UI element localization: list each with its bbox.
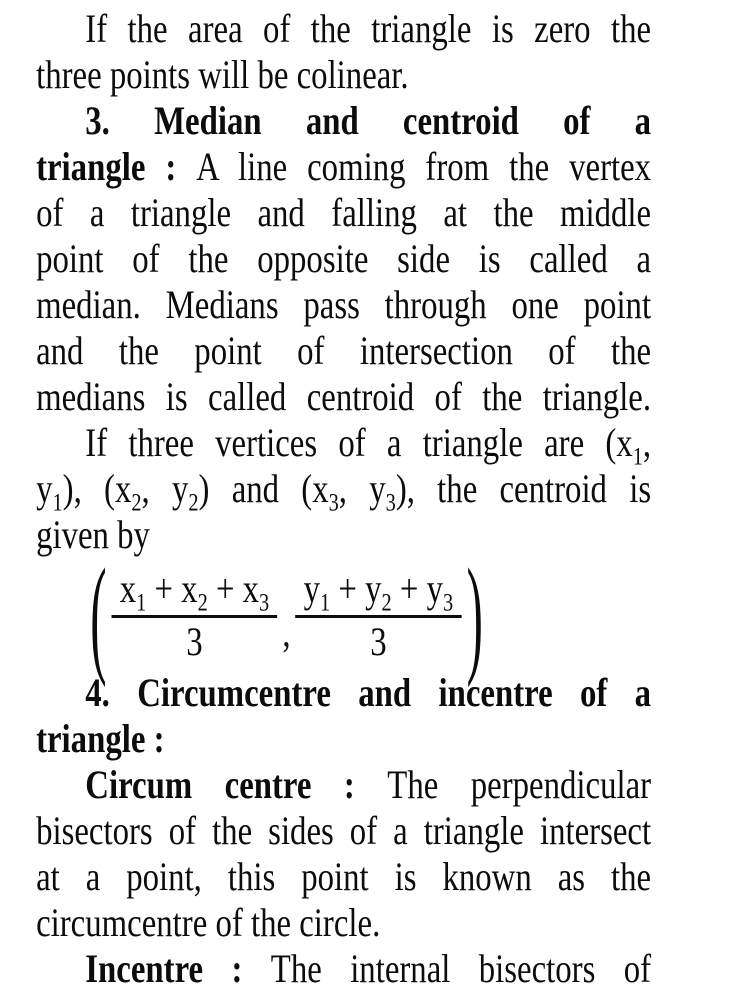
body-text: + x (207, 565, 260, 611)
text-line (36, 144, 651, 190)
bold-text: Incentre : (85, 946, 271, 991)
subscript-text: 2 (381, 589, 392, 617)
subscript-text: 2 (131, 489, 142, 517)
subscript-text: 1 (52, 489, 63, 517)
subscript-text: 3 (443, 589, 454, 617)
right-parenthesis: ) (466, 540, 483, 688)
text-line (36, 190, 651, 236)
centroid-formula (89, 540, 652, 688)
body-text: circumcentre of the circle. (36, 900, 381, 945)
bold-text: 3. Median and centroid of a (85, 98, 652, 143)
body-text: The internal bisectors of (270, 946, 652, 991)
subscript-text: 3 (385, 489, 396, 517)
subscript-text: 3 (328, 489, 339, 517)
text-line (36, 808, 651, 854)
text-line (36, 420, 652, 471)
bold-text: triangle : (36, 144, 197, 189)
body-text: given by (36, 512, 150, 557)
body-text: , y (338, 466, 386, 511)
fraction-numerator (295, 565, 461, 618)
body-text: median. Medians pass through one point (36, 282, 652, 327)
body-text: y (303, 565, 321, 611)
text-line (36, 374, 651, 420)
fraction-numerator (111, 565, 277, 618)
subscript-text: 1 (136, 589, 147, 617)
subscript-text: 1 (320, 589, 331, 617)
body-text: + x (146, 565, 198, 611)
fraction (111, 565, 277, 664)
bold-text: triangle : (36, 716, 165, 761)
text-line (36, 854, 651, 900)
body-text: three points will be colinear. (36, 52, 409, 97)
subscript-text: 3 (259, 589, 270, 617)
body-text: x (119, 565, 137, 611)
text-line (36, 52, 651, 98)
body-text: , y (141, 466, 189, 511)
fraction-denominator: 3 (370, 618, 387, 664)
body-text: medians is called centroid of the triangle. (36, 374, 652, 419)
left-parenthesis: ( (90, 540, 107, 688)
text-line (36, 98, 651, 144)
text-line (36, 670, 651, 716)
text-line (36, 946, 651, 992)
bold-text: Circum centre : (85, 762, 388, 807)
body-text: y (36, 466, 53, 511)
body-text: , (642, 420, 652, 465)
body-text: bisectors of the sides of a triangle intersect (36, 808, 652, 853)
text-line (36, 762, 651, 808)
fraction-denominator: 3 (186, 618, 203, 664)
text-line (36, 236, 651, 282)
text-line (36, 900, 651, 946)
body-text: ), (x (62, 466, 132, 511)
body-text: + y (330, 565, 382, 611)
text-line (36, 512, 651, 558)
subscript-text: 2 (188, 489, 199, 517)
formula-separator: , (282, 610, 291, 655)
body-text: If the area of the triangle is zero the (85, 6, 652, 51)
body-text: A line coming from the vertex (196, 144, 652, 189)
body-text: and the point of intersection of the (36, 328, 652, 373)
text-line (36, 282, 651, 328)
body-text: at a point, this point is known as the (36, 854, 652, 899)
text-line (36, 466, 652, 517)
subscript-text: 2 (197, 589, 208, 617)
body-text: + y (391, 565, 444, 611)
body-text: of a triangle and falling at the middle (36, 190, 652, 235)
body-text: ), the centroid is (395, 466, 652, 511)
subscript-text: 1 (632, 443, 643, 471)
bold-text: 4. Circumcentre and incentre of a (85, 670, 652, 715)
text-line (36, 328, 651, 374)
text-line (36, 6, 651, 52)
body-text: If three vertices of a triangle are (x (85, 420, 633, 465)
body-text: The perpendicular (387, 762, 652, 807)
body-text: point of the opposite side is called a (36, 236, 652, 281)
text-line (36, 716, 651, 762)
body-text: ) and (x (198, 466, 329, 511)
fraction (295, 565, 461, 664)
